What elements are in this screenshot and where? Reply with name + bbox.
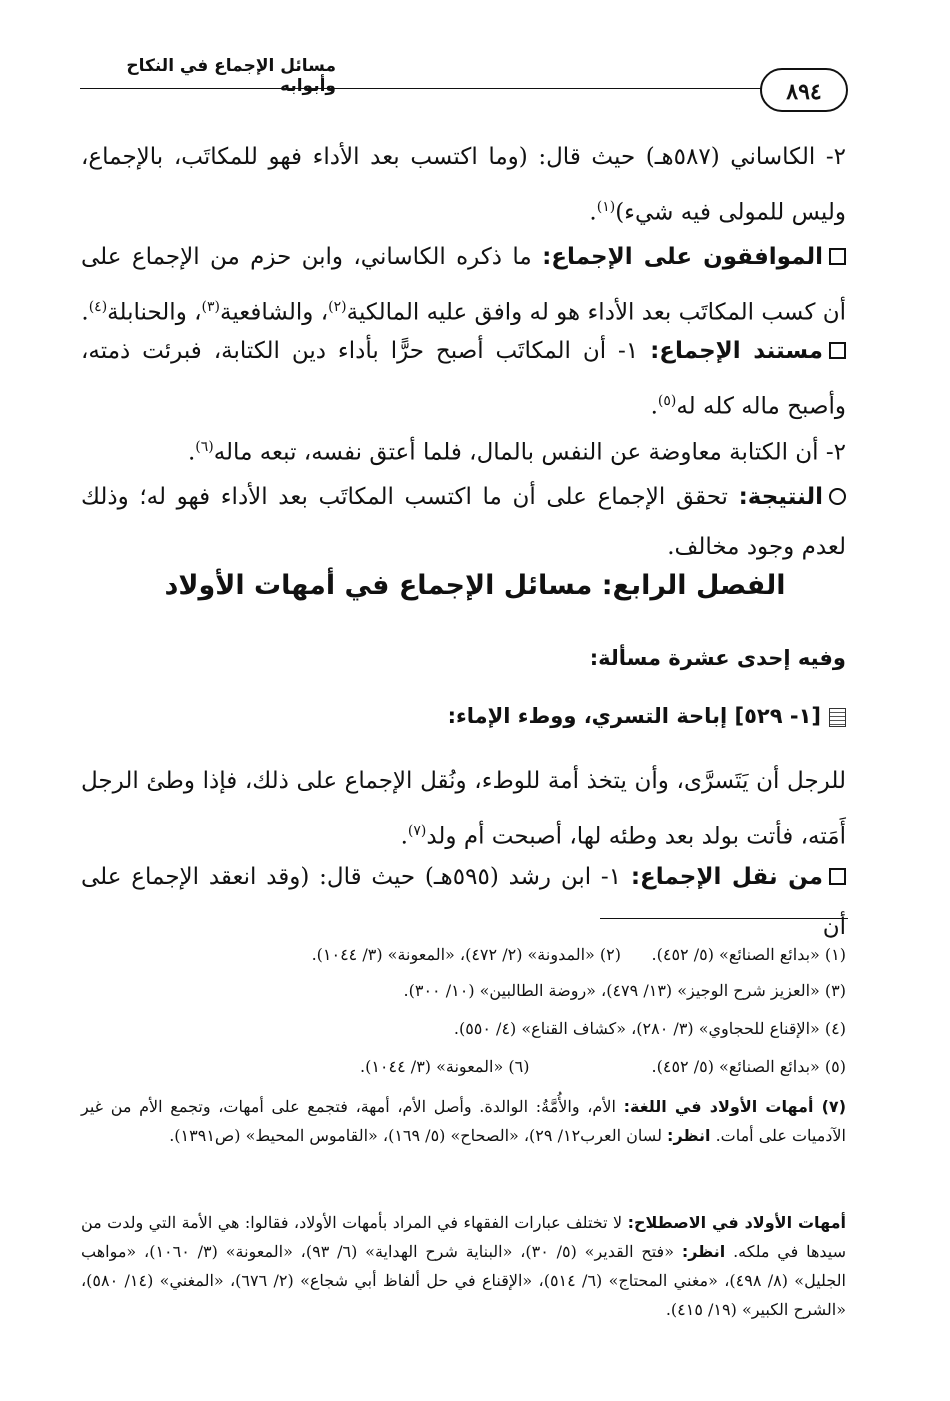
footnote-ref[interactable]: (٦) [195, 439, 214, 455]
footnote-ref[interactable]: (٣) [201, 299, 221, 315]
section-label: الموافقون على الإجماع: [542, 244, 824, 270]
square-bullet-icon [829, 868, 846, 885]
issue-heading: [١- ٥٢٩] إباحة التسري، ووطء الإماء: [448, 704, 846, 728]
paragraph-basis-second: ٢- أن الكتابة معاوضة عن النفس بالمال، فلما أعتق نفسه، تبعه ماله$^{(٦)}$. [187, 439, 846, 466]
footnote-ref[interactable]: (٤) [88, 299, 108, 315]
document-icon [829, 708, 846, 727]
square-bullet-icon [829, 342, 846, 359]
chapter-title: الفصل الرابع: مسائل الإجماع في أمهات الأولاد [164, 570, 786, 601]
paragraph-kasani-quote: ٢- الكاساني (٥٨٧هـ) حيث قال: (وما اكتسب بعد الأداء فهو للمكاتَب، بالإجماع، وليس للمولى فيه شيء)$^{(١)}$. [81, 144, 847, 226]
header-rule [80, 88, 775, 89]
footnote-4: (٤) «الإقناع للحجاوي» (٣/ ٢٨٠)، «كشاف القناع» (٤/ ٥٥٠). [453, 1019, 846, 1038]
footnote-separator [600, 918, 848, 919]
footnote-ref[interactable]: (٥) [657, 393, 677, 409]
section-label: من نقل الإجماع: [630, 864, 824, 890]
paragraph-agreeing-scholars: الموافقون على الإجماع: ما ذكره الكاساني، وابن حزم من الإجماع على أن كسب المكاتَب بعد الأداء هو له وافق عليه المالكية$^{(٢)}$، والشافعية$^{(٣)}$، والحنابلة$^{(٤)}$. [81, 244, 846, 326]
paragraph-basis-of-consensus: مستند الإجماع: ١- أن المكاتَب أصبح حرًّا بأداء دين الكتابة، فبرئت ذمته، وأصبح ماله كله له$^{(٥)}$. [81, 338, 846, 420]
running-header-title: مسائل الإجماع في النكاح وأبوابه [126, 56, 336, 96]
paragraph-concubinage: للرجل أن يَتَسرَّى، وأن يتخذ أمة للوطء، ونُقل الإجماع على ذلك، فإذا وطئ الرجل أَمَته، فأتت بولد بعد وطئه لها، أصبحت أم ولد$^{(٧)}$. [81, 768, 846, 850]
footnote-7: (٧) أمهات الأولاد في اللغة: الأم، والأُمَّةُ: الوالدة. وأصل الأم، أمهة، فتجمع على أمهات، وتجمع الأم من غير الآدميات على أمات. انظر: لسان العرب١٢/ ٢٩)، «الصحاح» (٥/ ١٦٩)، «القاموس المحيط» (ص١٣٩١). [81, 1097, 846, 1145]
footnote-ref[interactable]: (٧) [407, 823, 427, 839]
footnote-ref[interactable]: (١) [596, 199, 616, 215]
footnote-3: (٣) «العزيز شرح الوجيز» (١٣/ ٤٧٩)، «روضة الطالبين» (١٠/ ٣٠٠). [403, 981, 846, 1000]
square-bullet-icon [829, 248, 846, 265]
page-number-badge: ٨٩٤ [760, 68, 848, 112]
footnote-ref[interactable]: (٢) [328, 299, 347, 315]
paragraph-transmitters: من نقل الإجماع: ١- ابن رشد (٥٩٥هـ) حيث قال: (وقد انعقد الإجماع على أن [81, 864, 846, 940]
footnote-1-2: (١) «بدائع الصنائع» (٥/ ٤٥٢). (٢) «المدونة» (٢/ ٤٧٢)، «المعونة» (٣/ ١٠٤٤). [311, 945, 846, 964]
footnote-5-6: (٥) «بدائع الصنائع» (٥/ ٤٥٢). (٦) «المعونة» (٣/ ١٠٤٤). [360, 1057, 846, 1076]
chapter-subtitle: وفيه إحدى عشرة مسألة: [589, 646, 846, 670]
footnote-7-continued: أمهات الأولاد في الاصطلاح: لا تختلف عبارات الفقهاء في المراد بأمهات الأولاد، فقالوا: هي الأمة التي ولدت من سيدها في ملكه. انظر: «فتح القدير» (٥/ ٣٠)، «البناية شرح الهداية» (٦/ ٩٣)، «المعونة» (٣/ ١٠٦٠)، «مواهب الجليل» (٨/ ٤٩٨)، «مغني المحتاج» (٦/ ٥١٤)، «الإقناع في حل ألفاظ أبي شجاع» (٢/ ٦٧٦)، «المغني» (١٤/ ٥٨٠)، «الشرح الكبير» (١٩/ ٤١٥). [81, 1213, 847, 1319]
section-label: مستند الإجماع: [650, 338, 823, 364]
circle-bullet-icon [829, 488, 846, 505]
section-label: النتيجة: [738, 484, 823, 510]
paragraph-result: النتيجة: تحقق الإجماع على أن ما اكتسب المكاتَب بعد الأداء فهو له؛ وذلك لعدم وجود مخالف. [81, 484, 846, 560]
